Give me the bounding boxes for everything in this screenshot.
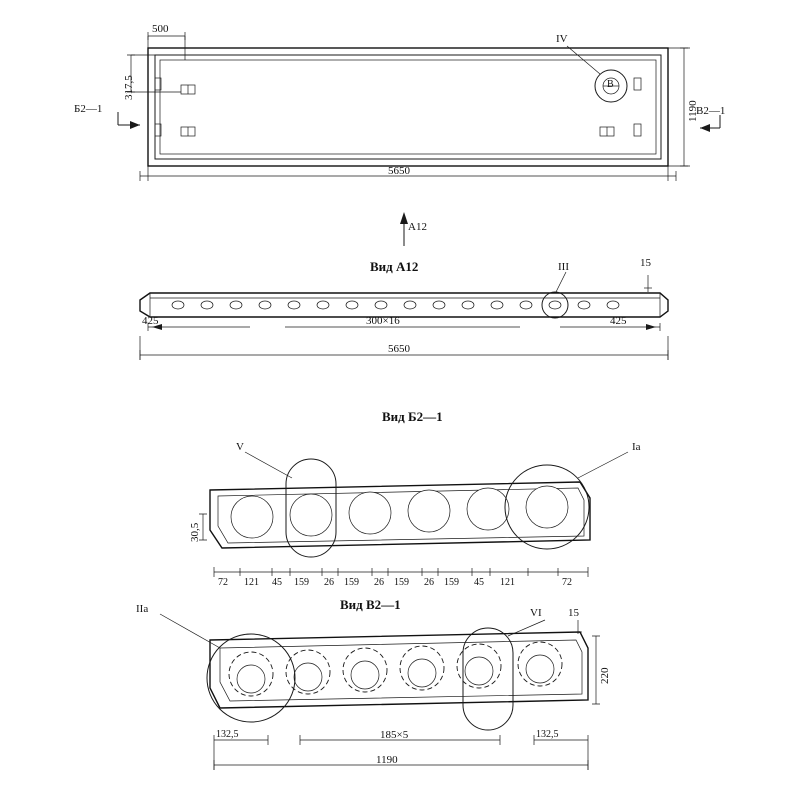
v2-1-edge-mark-15: 15 bbox=[568, 607, 579, 619]
v2-1-dim-220: 220 bbox=[599, 667, 611, 684]
v2-1-dim-center: 185×5 bbox=[380, 729, 409, 741]
v2-1-dim-right: 132,5 bbox=[536, 729, 559, 740]
b2-1-dim-5: 26 bbox=[324, 577, 334, 588]
b2-1-dim-10: 159 bbox=[444, 577, 459, 588]
b2-1-dim-9: 26 bbox=[424, 577, 434, 588]
b2-1-dim-3: 45 bbox=[272, 577, 282, 588]
view-a12-title: Вид А12 bbox=[370, 259, 419, 274]
a12-dim-425-right: 425 bbox=[610, 315, 627, 327]
a12-edge-mark-15: 15 bbox=[640, 257, 651, 269]
b2-1-dim-1: 72 bbox=[218, 577, 228, 588]
b2-1-dim-7: 26 bbox=[374, 577, 384, 588]
v2-1-dim-left: 132,5 bbox=[216, 729, 239, 740]
v2-1-detail-iia: IIа bbox=[136, 603, 149, 615]
b2-1-dim-13: 72 bbox=[562, 577, 572, 588]
b2-1-dim-4: 159 bbox=[294, 577, 309, 588]
b2-1-detail-ia: Iа bbox=[632, 441, 641, 453]
b2-1-dim-8: 159 bbox=[394, 577, 409, 588]
plan-detail-iv: IV bbox=[556, 33, 568, 45]
view-v2-1-title: Вид В2—1 bbox=[340, 597, 401, 612]
b2-1-detail-v: V bbox=[236, 441, 244, 453]
plan-dim-317-5: 317,5 bbox=[123, 75, 135, 100]
plan-arrow-a12: А12 bbox=[408, 221, 427, 233]
b2-1-dim-2: 121 bbox=[244, 577, 259, 588]
v2-1-dim-1190: 1190 bbox=[376, 754, 398, 766]
a12-detail-iii: III bbox=[558, 261, 569, 273]
view-b2-1-title: Вид Б2—1 bbox=[382, 409, 443, 424]
b2-1-dim-11: 45 bbox=[474, 577, 484, 588]
b2-1-dim-30-5: 30,5 bbox=[189, 522, 201, 542]
plan-section-v2-1: В2—1 bbox=[696, 105, 726, 117]
a12-dim-300x16: 300×16 bbox=[366, 315, 400, 327]
a12-dim-425-left: 425 bbox=[142, 315, 159, 327]
v2-1-detail-vi: VI bbox=[530, 607, 542, 619]
plan-circle-mark-v: В bbox=[607, 79, 614, 90]
plan-dim-500: 500 bbox=[152, 23, 169, 35]
plan-dim-5650: 5650 bbox=[388, 165, 410, 177]
b2-1-dim-6: 159 bbox=[344, 577, 359, 588]
b2-1-dim-12: 121 bbox=[500, 577, 515, 588]
plan-dim-1190: 1190 bbox=[687, 100, 699, 122]
a12-dim-5650: 5650 bbox=[388, 343, 410, 355]
plan-section-b2-1: Б2—1 bbox=[74, 103, 103, 115]
